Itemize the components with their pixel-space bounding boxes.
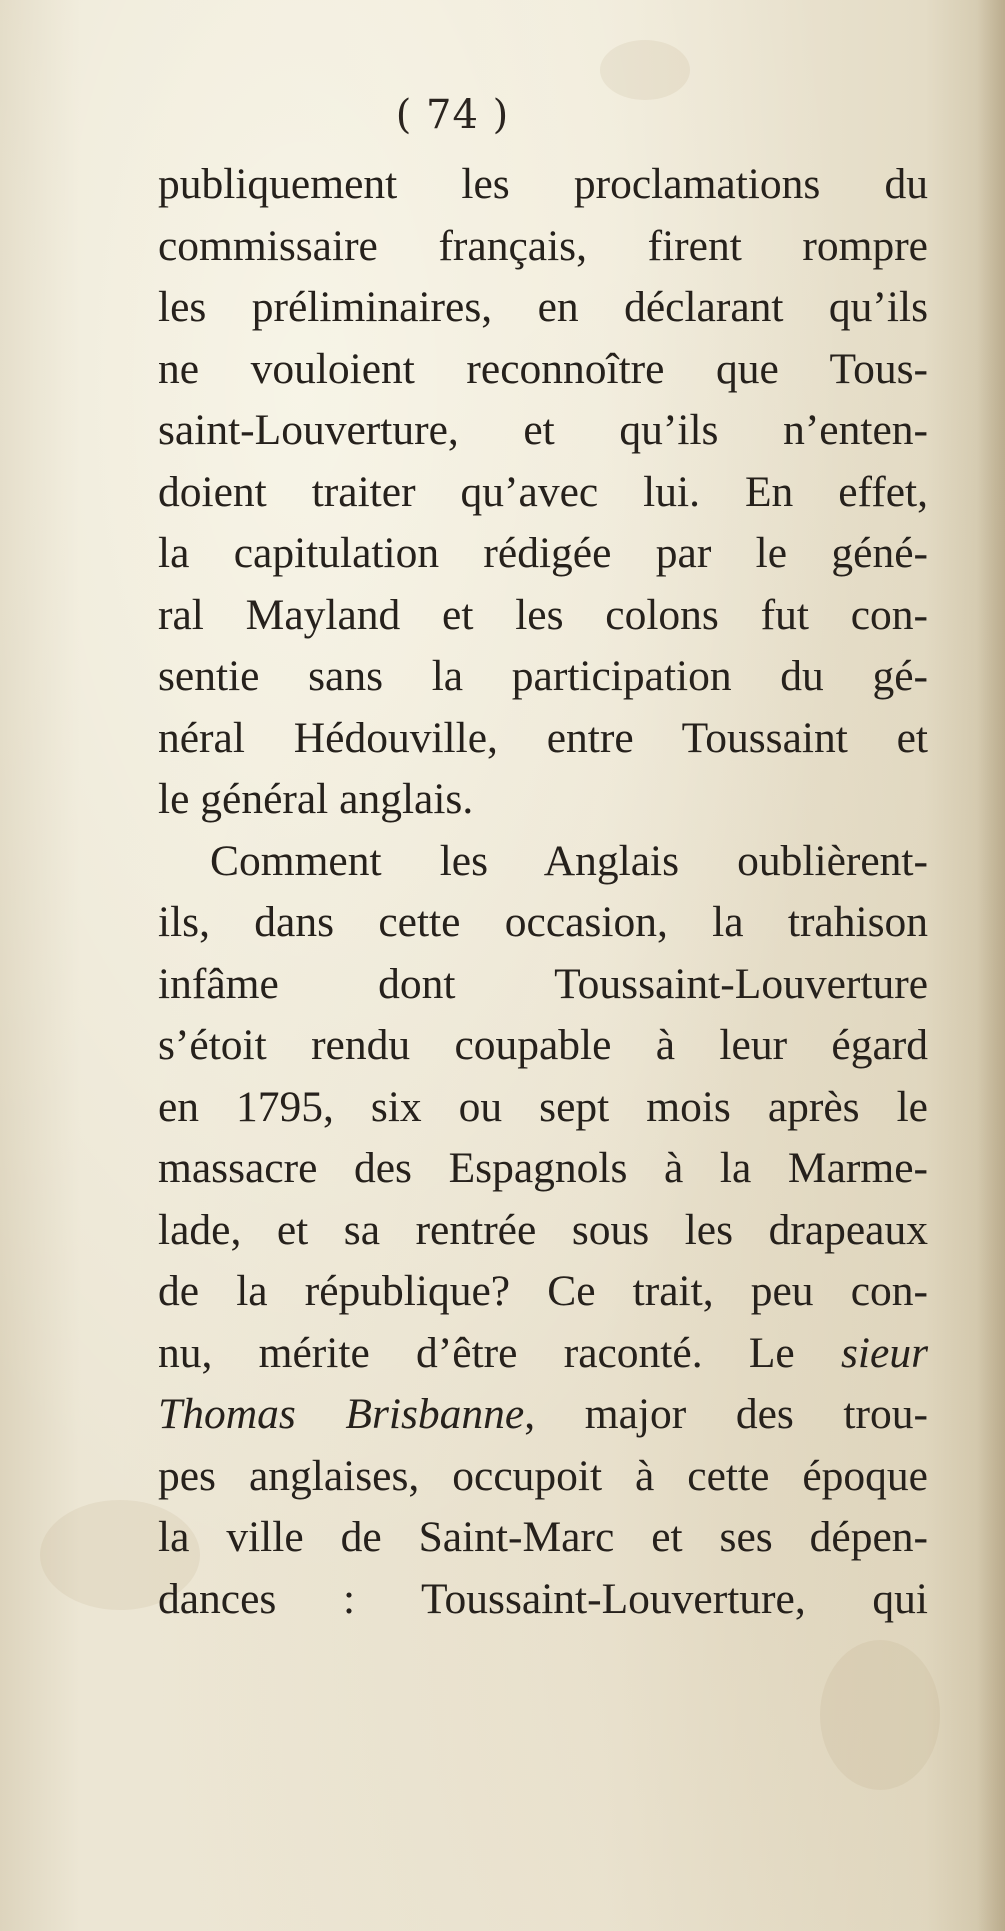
text-line — [158, 1323, 928, 1385]
text-run: nu, mérite d’être raconté. Le — [158, 1328, 841, 1377]
italic-text: sieur — [841, 1328, 928, 1377]
paper-stain — [600, 40, 690, 100]
page-number: ( 74 ) — [395, 92, 510, 138]
text-line: ral Mayland et les colons fut con- — [158, 590, 928, 639]
body-text — [158, 154, 928, 1630]
text-line: néral Hédouville, entre Toussaint et — [158, 713, 928, 762]
italic-name: Thomas Brisbanne — [158, 1390, 525, 1438]
text-line: les préliminaires, en déclarant qu’ils — [158, 283, 928, 331]
text-line — [158, 1384, 928, 1446]
text-line: pes anglaises, occupoit à cette époque — [158, 1451, 928, 1500]
paragraph-start-line: Comment les Anglais oublièrent- — [210, 836, 928, 885]
text-line: ils, dans cette occasion, la trahison — [158, 898, 928, 946]
text-line: lade, et sa rentrée sous les drapeaux — [158, 1205, 928, 1254]
paragraph-end-line: le général anglais. — [158, 775, 474, 823]
text-line: commissaire français, firent rompre — [158, 221, 928, 270]
text-line: doient traiter qu’avec lui. En effet, — [158, 467, 928, 516]
text-line: sentie sans la participation du gé- — [158, 652, 928, 700]
text-line: de la république? Ce trait, peu con- — [158, 1267, 928, 1315]
text-line: massacre des Espagnols à la Marme- — [158, 1144, 928, 1192]
text-line: la capitulation rédigée par le géné- — [158, 529, 928, 577]
text-run: , major des trou- — [524, 1390, 928, 1438]
text-line: infâme dont Toussaint-Louverture — [158, 959, 928, 1008]
paper-stain — [820, 1640, 940, 1790]
text-line: en 1795, six ou sept mois après le — [158, 1082, 928, 1131]
text-line: s’étoit rendu coupable à leur égard — [158, 1021, 928, 1069]
text-line: dances : Toussaint-Louverture, qui — [158, 1574, 928, 1623]
text-line: ne vouloient reconnoître que Tous- — [158, 344, 928, 393]
text-line: publiquement les proclamations du — [158, 160, 928, 208]
page-edge-shadow — [977, 0, 1005, 1931]
text-line: la ville de Saint-Marc et ses dépen- — [158, 1513, 928, 1561]
text-line: saint-Louverture, et qu’ils n’enten- — [158, 406, 928, 454]
